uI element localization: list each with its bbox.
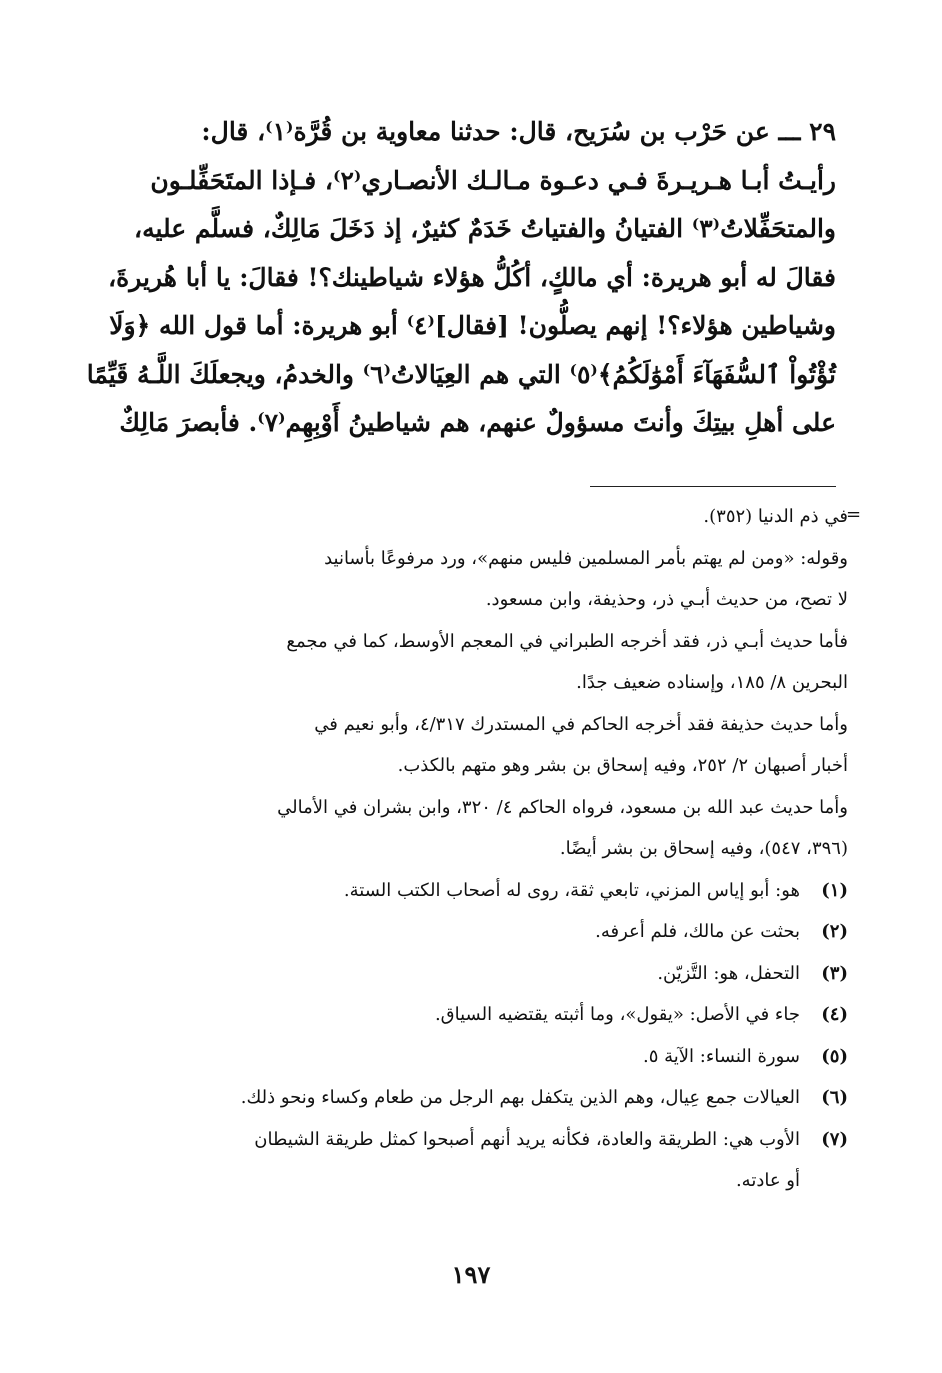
hadith-number: ٢٩	[809, 117, 836, 146]
footnote-line: جاء في الأصل: «يقول»، وما أثبته يقتضيه السياق.	[434, 1004, 800, 1025]
footnote-continuation-line: أخبار أصبهان ٢/ ٢٥٢، وفيه إسحاق بن بشر وهو متهم بالكذب.	[397, 755, 848, 776]
footnote-body	[118, 870, 800, 912]
main-line-6: تُؤْتُواْ ٱلسُّفَهَآءَ أَمْوَٰلَكُمُ﴾⁽٥⁾ التي هم العِيَالاتُ⁽٦⁾ والخدمُ، ويجعلَكَ اللَّـهُ قَيِّمًا	[86, 359, 836, 389]
footnote-number: (٤)	[821, 1004, 848, 1025]
footnote-number: (٦)	[821, 1087, 848, 1108]
footnote-number: (١)	[821, 879, 848, 901]
footnote-continuation-line: فأما حديث أبـي ذر، فقد أخرجه الطبراني في المعجم الأوسط، كما في مجمع	[286, 630, 848, 652]
page-number: ١٩٧	[451, 1260, 491, 1289]
footnote-4	[118, 994, 848, 1036]
footnote-7	[118, 1119, 848, 1202]
footnote-body	[118, 911, 800, 953]
footnote-3	[118, 953, 848, 995]
footnotes	[118, 496, 848, 1202]
footnote-line: هو: أبو إياس المزني، تابعي ثقة، روى له أصحاب الكتب الستة.	[343, 879, 800, 901]
footnote-5	[118, 1036, 848, 1078]
main-line-7: على أهلِ بيتِكَ وأنتَ مسؤولٌ عنهم، هم شياطينُ أَوْبِهِم⁽٧⁾. فأبصرَ مَالِكٌ	[119, 408, 836, 437]
footnote-continuation-line: لا تصح، من حديث أبـي ذر، وحذيفة، وابن مسعود.	[485, 589, 848, 610]
footnote-continuation-line: وأما حديث عبد الله بن مسعود، فرواه الحاكم ٤/ ٣٢٠، وابن بشران في الأمالي	[277, 796, 848, 818]
main-line-3: والمتحَفِّلاتُ⁽٣⁾ الفتيانُ والفتياتُ خَدَمٌ كثيرٌ، إذ دَخَلَ مَالِكٌ، فسلَّم عليه،	[134, 214, 836, 243]
footnote-2	[118, 911, 848, 953]
footnote-body	[118, 1077, 800, 1119]
footnote-divider	[590, 486, 836, 487]
main-text	[86, 108, 836, 448]
footnote-1	[118, 870, 848, 912]
footnote-body	[118, 953, 800, 995]
footnote-line: سورة النساء: الآية ٥.	[643, 1045, 800, 1067]
footnote-line: التحفل، هو: التَّزيّن.	[657, 962, 800, 984]
footnote-number: (٧)	[821, 1128, 848, 1150]
footnote-line: أو عادته.	[735, 1170, 800, 1191]
main-line-1-text: ـــ عن حَرْب بن سُرَيح، قال: حدثنا معاوية بن قُرَّة⁽١⁾، قال:	[201, 117, 801, 146]
footnote-line: العيالات جمع عِيال، وهم الذين يتكفل بهم الرجل من طعام وكساء ونحو ذلك.	[240, 1087, 800, 1108]
footnote-continuation-line: في ذم الدنيا (٣٥٢).	[703, 506, 848, 527]
footnote-continuation-line: وقوله: «ومن لم يهتم بأمر المسلمين فليس منهم»، ورد مرفوعًا بأسانيد	[324, 547, 848, 569]
footnote-continuation-line: (٣٩٦، ٥٤٧)، وفيه إسحاق بن بشر أيضًا.	[559, 838, 848, 859]
continuation-marker: =	[846, 504, 862, 525]
footnote-body	[118, 994, 800, 1036]
main-line-5: وشياطين هؤلاء؟! إنهم يصلُّون! [فقال]⁽٤⁾ أبو هريرة: أما قول الله ﴿وَلَا	[109, 311, 836, 340]
main-line-4: فقالَ له أبو هريرة: أي مالكٍ، أكُلُّ هؤلاء شياطينك؟! فقالَ: يا أبا هُريرةَ،	[108, 262, 836, 292]
footnote-line: بحثت عن مالك، فلم أعرفه.	[595, 921, 800, 942]
footnote-number: (٢)	[821, 921, 848, 942]
footnote-number: (٥)	[821, 1045, 848, 1067]
footnote-continuation-line: البحرين ٨/ ١٨٥، وإسناده ضعيف جدًا.	[576, 672, 848, 693]
main-line-1	[118, 108, 836, 157]
footnote-body	[118, 1036, 800, 1078]
footnote-6	[118, 1077, 848, 1119]
footnote-number: (٣)	[821, 962, 848, 984]
footnote-body	[118, 1119, 800, 1202]
footnote-line: الأوب هي: الطريقة والعادة، فكأنه يريد أنهم أصبحوا كمثل طريقة الشيطان	[254, 1128, 800, 1150]
main-line-2: رأيـتُ أبـا هـريـرةَ فـي دعـوة مـالـك الأنصـاري⁽٢⁾، فـإذا المتَحَفِّلـون	[150, 165, 836, 195]
footnote-continuation-line: وأما حديث حذيفة فقد أخرجه الحاكم في المستدرك ٤/٣١٧، وأبو نعيم في	[314, 713, 848, 735]
